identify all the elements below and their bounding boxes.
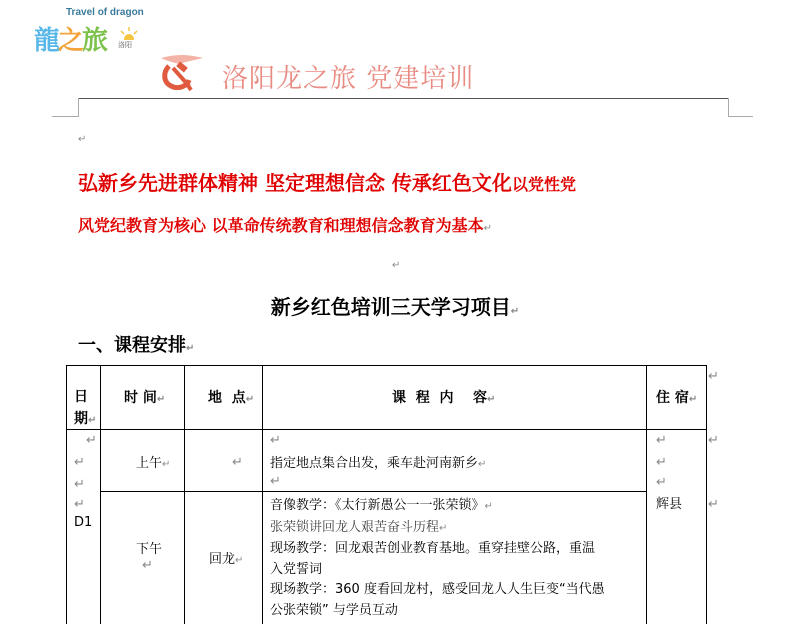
header-content-text: 课 程 内 容 bbox=[392, 390, 487, 406]
paragraph-mark: ↵ bbox=[74, 455, 85, 470]
section-heading-text: 一、课程安排 bbox=[78, 335, 186, 356]
logo-char-2: 之 bbox=[58, 26, 83, 56]
paragraph-mark: ↵ bbox=[142, 558, 153, 573]
row1-content-line: 指定地点集合出发，乘车赴河南新乡 bbox=[270, 456, 479, 471]
paragraph-mark: ↵ bbox=[88, 415, 97, 426]
document-title-text: 新乡红色培训三天学习项目 bbox=[270, 295, 511, 319]
paragraph-mark: ↵ bbox=[270, 433, 281, 448]
lodging-label: 辉县 bbox=[656, 497, 683, 512]
slogan-line1-rest: 以党性党 bbox=[511, 175, 576, 194]
row1-time-text: 上午 bbox=[136, 456, 163, 471]
slogan bbox=[78, 163, 738, 249]
paragraph-mark: ↵ bbox=[245, 394, 255, 405]
header-divider bbox=[78, 98, 728, 99]
header-lodging bbox=[656, 387, 697, 407]
header-day-2 bbox=[74, 408, 96, 428]
row2-content-line: 现场教学：360 度看回龙村，感受回龙人人生巨变“当代愚 bbox=[270, 582, 605, 597]
paragraph-mark: ↵ bbox=[483, 223, 492, 234]
row2-content-line: 入党誓词 bbox=[270, 561, 323, 577]
paragraph-mark: ↵ bbox=[86, 433, 97, 448]
header-content bbox=[392, 387, 495, 407]
paragraph-mark: ↵ bbox=[484, 501, 493, 512]
paragraph-mark: ↵ bbox=[270, 474, 281, 489]
row1-time bbox=[136, 452, 170, 471]
paragraph-mark: ↵ bbox=[478, 459, 487, 470]
paragraph-mark: ↵ bbox=[235, 555, 244, 566]
paragraph-mark: ↵ bbox=[688, 394, 698, 405]
paragraph-mark: ↵ bbox=[487, 394, 496, 405]
row2-place bbox=[209, 548, 243, 567]
paragraph-mark: ↵ bbox=[656, 455, 667, 470]
table-border bbox=[262, 365, 263, 624]
paragraph-mark: ↵ bbox=[74, 477, 85, 492]
table-border bbox=[184, 365, 185, 624]
paragraph-mark: ↵ bbox=[392, 260, 401, 271]
header-time bbox=[124, 387, 165, 407]
table-border bbox=[66, 365, 706, 366]
slogan-bold: 弘新乡先进群体精神 坚定理想信念 传承红色文化 bbox=[78, 171, 512, 195]
paragraph-mark: ↵ bbox=[656, 475, 667, 490]
row2-content-text: 张荣锁讲回龙人艰苦奋斗历程 bbox=[270, 519, 440, 535]
logo-char-1: 龍 bbox=[34, 26, 59, 56]
header-day-2-text: 期 bbox=[74, 411, 88, 427]
row2-content-line: 公张荣锁” 与学员互动 bbox=[270, 602, 398, 618]
row-end-mark: ↵ bbox=[708, 369, 719, 384]
header-day-1: 日 bbox=[74, 389, 88, 405]
row-end-mark: ↵ bbox=[708, 433, 719, 448]
paragraph-mark: ↵ bbox=[656, 433, 667, 448]
table-border bbox=[66, 365, 67, 624]
row2-place-text: 回龙 bbox=[209, 552, 236, 567]
table-border bbox=[100, 491, 646, 492]
header-place-text: 地 点 bbox=[208, 390, 246, 406]
paragraph-mark: ↵ bbox=[232, 455, 243, 470]
table-border bbox=[706, 365, 707, 624]
logo-char-3: 旅 bbox=[82, 26, 107, 56]
paragraph-mark: ↵ bbox=[439, 522, 448, 534]
row2-time-text: 下午 bbox=[136, 542, 163, 557]
row2-content-line bbox=[270, 496, 646, 518]
table-border bbox=[66, 429, 706, 430]
day-label: D1 bbox=[74, 515, 93, 530]
row2-content-text: 音像教学：《太行新愚公一一张荣锁》 bbox=[270, 498, 485, 513]
paragraph-mark: ↵ bbox=[186, 343, 195, 354]
header-lodging-text: 住 宿 bbox=[656, 390, 689, 406]
paragraph-mark: ↵ bbox=[510, 306, 520, 317]
paragraph-mark: ↵ bbox=[78, 134, 87, 145]
header-place bbox=[208, 387, 254, 407]
paragraph-mark: ↵ bbox=[156, 394, 166, 405]
row2-content bbox=[270, 496, 646, 621]
row1-content bbox=[270, 452, 486, 471]
section-heading bbox=[78, 331, 194, 357]
header-title: 洛阳龙之旅 党建培训 bbox=[222, 64, 475, 94]
logo-chinese-text bbox=[34, 20, 106, 57]
logo-english-text: Travel of dragon bbox=[66, 7, 144, 18]
table-border bbox=[100, 365, 101, 624]
slogan-line2: 风党纪教育为核心 以革命传统教育和理想信念教育为基本 bbox=[78, 216, 484, 235]
party-emblem-icon bbox=[153, 54, 205, 94]
logo-small-text: 洛阳 bbox=[118, 41, 132, 49]
paragraph-mark: ↵ bbox=[162, 459, 171, 470]
row2-content-line: 现场教学：回龙艰苦创业教育基地。重穿挂壁公路，重温 bbox=[270, 541, 596, 556]
margin-corner-left bbox=[52, 98, 79, 117]
row2-time bbox=[136, 538, 162, 557]
row2-content-line bbox=[270, 518, 646, 540]
margin-corner-right bbox=[728, 98, 753, 117]
header-time-text: 时 间 bbox=[124, 390, 157, 406]
document-title bbox=[0, 291, 790, 320]
table-border bbox=[646, 365, 647, 624]
paragraph-mark: ↵ bbox=[74, 497, 85, 512]
row-end-mark: ↵ bbox=[708, 497, 719, 512]
sun-icon bbox=[118, 26, 140, 40]
